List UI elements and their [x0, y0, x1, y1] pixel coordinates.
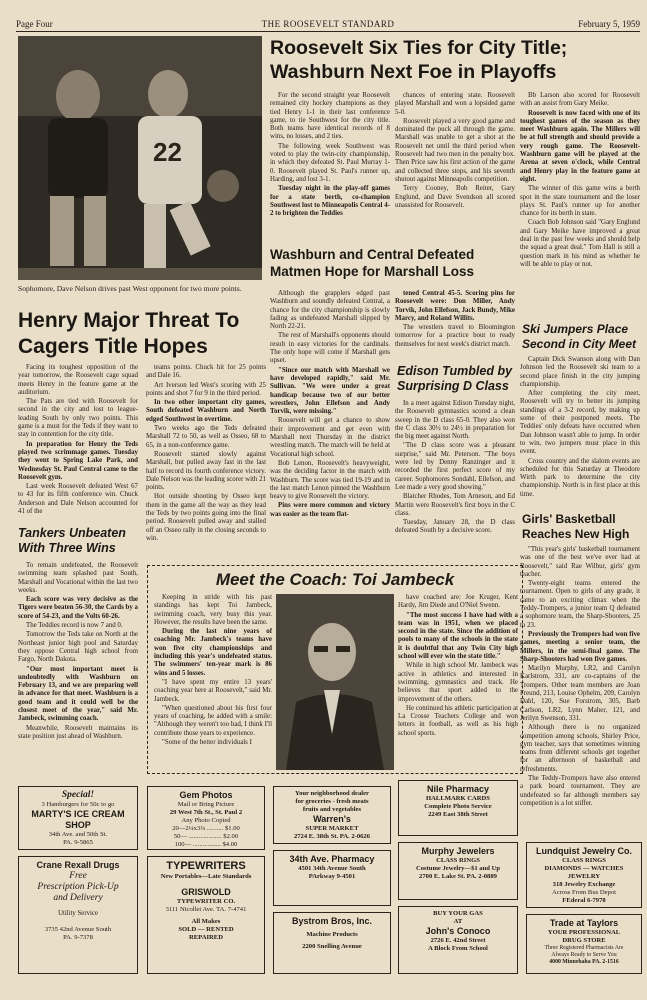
- ad-typewriters-title: TYPEWRITERS: [166, 860, 246, 872]
- ad-warrens-line: for groceries - fresh meats: [295, 798, 369, 805]
- article-paragraph: Tuesday night in the play-off games for a state berth, co-champion Southwest lost to Minneapolis Central 4-2 to brighten the Teddies: [270, 185, 390, 218]
- article-paragraph: After completing the city meet, Roosevelt will try to better its jumping standings of a 3-2 record, by making up some of their postponed meets. The Teddies' only defeats have occurred when Dan Johnson wasn't able to jump. In order to win, two jumpers must place in this event.: [520, 390, 640, 456]
- article-paragraph: Twenty-eight teams entered the tournament. Open to girls of any grade, it came to an exciting climax when the Teddy-Trompers, a junior team Q defeated a sophomore team, the Sharp-Shooters, 25 to 23.: [520, 580, 640, 629]
- ad-crane-line: Utility Service: [58, 910, 98, 917]
- photo-caption: Sophomore, Dave Nelson drives past West opponent for two more points.: [18, 284, 242, 293]
- ad-martys-address: 34th Ave. and 50th St.: [48, 831, 108, 838]
- headline-tankers: Tankers Unbeaten With Three Wins: [18, 526, 126, 555]
- paper-name: THE ROOSEVELT STANDARD: [261, 19, 395, 29]
- ad-johns-conoco: [398, 906, 518, 974]
- article-paragraph: "The D class score was a pleasant surprise," said Mr. Peterson. "The boys were led by Denny Ranzinger and it recorded the first perfect score of my career. Sophomores Sondahl, Ellefson, and Lee made a very good showing.": [395, 442, 515, 491]
- article-paragraph: Last week Roosevelt defeated West 67 to 43 for its fifth conference win. Chuck Anderson and Dale Nelson accounted for 41 of the: [18, 483, 138, 516]
- ad-typewriters-name: TYPEWRITER CO.: [176, 898, 236, 905]
- ad-martys-special: Special!: [61, 790, 95, 800]
- article-paragraph: Captain Dick Swanson along with Dan Johnson led the Roosevelt ski team to a second place finish in the city jumping championship.: [520, 356, 640, 388]
- article-edison: [395, 400, 515, 558]
- ad-murphy-line: Costume Jewelry—$1 and Up: [415, 865, 501, 872]
- ad-martys-name: MARTY'S ICE CREAM SHOP: [31, 809, 125, 830]
- article-paragraph: Two weeks ago the Teds defeated Marshall 72 to 50, as well as Osseo, 68 to 65, in a non-conference game.: [146, 425, 266, 449]
- ad-murphy-line: CLASS RINGS: [436, 857, 480, 864]
- article-paragraph: chances of entering state. Roosevelt played Marshall and won a lopsided game 5-0.: [395, 92, 515, 116]
- headline-girls: Girls' Basketball Reaches New High: [522, 512, 630, 541]
- article-paragraph: Art Iverson led West's scoring with 25 points and shot 7 for 9 in the third period.: [146, 381, 266, 397]
- ad-taylors-line: Always Ready to Serve You: [551, 952, 617, 958]
- headline-washburn-central: Washburn and Central Defeated Matmen Hope for Marshall Loss: [270, 247, 475, 279]
- ad-gem-photos: [147, 786, 265, 850]
- article-paragraph: Meanwhile, Roosevelt maintains its state position just ahead of Washburn.: [18, 724, 138, 740]
- article-coach-col2: [398, 594, 518, 770]
- ad-typewriters-name: GRISWOLD: [181, 887, 231, 897]
- ad-nile-name: Nile Pharmacy: [426, 784, 490, 794]
- article-paragraph: The following week Southwest was voted to play the twin-city championship, in which they defeated St. Paul Murray 1-0. Roosevelt played St. Paul's runner up, Harding, and lost 3-1.: [270, 142, 390, 183]
- article-paragraph: "Since our match with Marshall we have developed rapidly," said Mr. Sullivan. "We were under a great handicap because two of our better wrestlers, John Ellefson and Andy Torvik, were missing.": [270, 366, 390, 416]
- ad-taylors-line: DRUG STORE: [562, 937, 606, 944]
- ad-34th-address: 4501 34th Avenue South: [298, 865, 366, 872]
- ad-crane-rexall: [18, 856, 138, 974]
- ad-martys: [18, 786, 138, 850]
- article-paragraph: He continued his athletic participation at La Crosse Teachers College and won letters in football, as well as his high school sports.: [398, 704, 518, 737]
- article-paragraph: While in high school Mr. Jambeck was active in athletics and interested in swimming, gymnastics and track. He believes that sport added to the improvement of the others.: [398, 662, 518, 703]
- article-paragraph: tened Central 45-5. Scoring pins for Roosevelt were: Don Miller, Andy Torvik, John Ellefson, Jack Bundy, Mike Marcy, and Roland Willits.: [395, 290, 515, 322]
- ad-crane-phone: PA. 9-7378: [63, 934, 93, 942]
- ad-34th-phone: PArkway 9-4501: [308, 873, 356, 880]
- ad-warrens-address: 2724 E. 38th St. PA. 2-0626: [293, 833, 371, 840]
- ad-34th-name: 34th Ave. Pharmacy: [289, 854, 375, 864]
- ad-lundquist-line: CLASS RINGS: [562, 857, 606, 864]
- ad-lundquist-name: Lundquist Jewelry Co.: [535, 846, 632, 856]
- ad-taylors-address: 4000 Minnehaha PA. 2-1516: [549, 959, 619, 965]
- article-girls: [520, 546, 640, 838]
- article-paragraph: Roosevelt played a very good game and dominated the puck all through the game. Marshall was unable to get a shot at the Roosevelt net until the third period when Roosevelt had two men in the penalty box. Then Price saw his first action of the game and collected three stops, and his seventh shutout against Minneapolis competition.: [395, 117, 515, 183]
- article-paragraph: The rest of Marshall's opponents should result in easy victories for the cardinals. The only hope will come if Marshall gets upset.: [270, 332, 390, 365]
- article-six-col1: [270, 92, 390, 242]
- article-paragraph: During the last nine years of coaching Mr. Jambeck's teams have won five city championships and including this year's undefeated status. The swimmers' ten-year mark is 86 wins and 5 losses.: [154, 628, 272, 677]
- ad-crane-line: Free: [69, 871, 87, 881]
- article-henry-col1: [18, 364, 138, 522]
- article-tankers: [18, 562, 138, 776]
- article-paragraph: Tomorrow the Teds take on North at the Northeast junior high pool and Saturday they oppose Central high school from Fargo, North Dakota.: [18, 631, 138, 664]
- article-paragraph: The Teddy-Trompers have also entered a park board tournament. They are undefeated so far although members say competition is a lot stiffer.: [520, 775, 640, 807]
- ad-lundquist-phone: FEderal 6-7978: [562, 897, 606, 904]
- coach-feature-box: [147, 565, 523, 774]
- ad-murphy-name: Murphy Jewelers: [421, 846, 495, 856]
- basketball-photo: [18, 36, 262, 280]
- ad-crane-name: Crane Rexall Drugs: [36, 860, 120, 870]
- ad-typewriters-line: New Portables—Late Standards: [160, 873, 252, 880]
- ad-gem-line: Any Photo Copied: [181, 817, 231, 824]
- ad-gem-address: 29 West 7th St., St. Paul 2: [169, 809, 243, 816]
- ad-lundquist-address: 318 Jewelry Exchange: [552, 881, 616, 888]
- headline-roosevelt-six: Roosevelt Six Ties for City Title; Washburn Next Foe in Playoffs: [270, 37, 568, 83]
- ad-johns-address: 2726 E. 42nd Street: [430, 937, 486, 944]
- ad-taylors-line: YOUR PROFESSIONAL: [547, 929, 621, 936]
- article-paragraph: Blatcher Rhodes, Tom Arneson, and Ed Martin were Roosevelt's first boys in the C class.: [395, 493, 515, 517]
- article-paragraph: Terry Cooney, Bob Reiter, Gary Englund, and Dave Svendson all scored unassisted for Roosevelt.: [395, 185, 515, 209]
- ad-lundquist-line: Across From Bus Depot: [552, 889, 616, 896]
- article-paragraph: The Pats are tied with Roosevelt for second in the city and lost to league-leading South by only two points. This game is a must for the Teds if they want to stay in contention for the city title.: [18, 398, 138, 439]
- article-wash-col1: [270, 290, 390, 558]
- ad-lundquist-line: DIAMONDS — WATCHES: [544, 865, 624, 872]
- ad-crane-line: and Delivery: [53, 893, 103, 903]
- ad-lundquist-line: JEWELRY: [567, 873, 601, 880]
- article-paragraph: "This year's girls' basketball tournament was one of the best we've ever had at Roosevelt," said Rae Wilbur, girls' gym teacher.: [520, 546, 640, 578]
- ad-johns-name: John's Conoco: [425, 926, 491, 936]
- headline-edison: Edison Tumbled by Surprising D Class: [397, 364, 513, 393]
- ad-gem-price: 50— .................... $2.00: [173, 833, 239, 840]
- ad-murphy-jewelers: [398, 842, 518, 900]
- article-henry-col2: [146, 364, 266, 560]
- ad-warrens-line: Your neighborhood dealer: [295, 790, 369, 797]
- ad-taylors: [526, 914, 642, 974]
- headline-ski: Ski Jumpers Place Second in City Meet: [522, 322, 637, 351]
- ad-nile-line: HALLMARK CARDS: [426, 795, 490, 802]
- ad-crane-address: 3735 42nd Avenue South: [44, 926, 112, 934]
- article-six-col2: [395, 92, 515, 242]
- article-paragraph: Facing its toughest opposition of the year tomorrow, the Roosevelt cage squad meets Henry in the feature game at the auditorium.: [18, 364, 138, 396]
- ad-nile-address: 2249 East 38th Street: [428, 811, 488, 818]
- headline-coach: Meet the Coach: Toi Jambeck: [215, 570, 455, 589]
- article-paragraph: For the second straight year Roosevelt remained city hockey champions as they tied Henry 1-1 in their last conference game, to tie Southwest for the city title. Both teams have identical records of 8 wins, no losses, and 2 ties.: [270, 92, 390, 141]
- article-paragraph: Each score was very decisive as the Tigers were beaten 56-30, the Cards by a score of 54-23, and the Volts 60-26.: [18, 596, 138, 620]
- article-paragraph: Although the grapplers edged past Washburn and soundly defeated Central, a chance for the city championship is slowly fading as undefeated Marshall slipped by North 22-21.: [270, 290, 390, 331]
- ad-taylors-line: Three Registered Pharmacists Are: [544, 945, 624, 951]
- article-paragraph: In a meet against Edison Tuesday night, the Roosevelt gymnastics scored a clean sweep in the D class 65-0. They also won the C class 30½ to 24½ in preparation for the big meet against North.: [395, 400, 515, 441]
- ad-warrens: [273, 786, 391, 844]
- ad-johns-line: AT: [453, 918, 463, 925]
- article-six-col3: [520, 92, 640, 316]
- ad-warrens-name: Warren's: [313, 814, 351, 824]
- article-paragraph: Pins were more common and victory was easier as the team flat-: [270, 502, 390, 518]
- ad-typewriters-line: All Makes: [191, 918, 221, 925]
- ad-gem-price: 100— ................. $4.00: [174, 841, 238, 848]
- article-paragraph: To remain undefeated, the Roosevelt swimming team splashed past South, Marshall and Vocational within the last two weeks.: [18, 562, 138, 594]
- ad-johns-line: BUY YOUR GAS: [433, 910, 483, 917]
- article-paragraph: The Teddies record is now 7 and 0.: [26, 622, 123, 630]
- article-paragraph: Although there is no organized competition among schools, Shirley Price, gym teacher, says that sometimes winning teams from different schools get together for an afternoon of basketball and refreshments.: [520, 724, 640, 773]
- article-coach-col1: [154, 594, 272, 770]
- article-paragraph: Marilyn Murphy, LR2, and Carolyn Karlstrom, 331, are co-captains of the Trompers. Other team members are Joan Freund, 213, Louise Ophelm, 209, Carolyn Dahl, 120, Sue Forstrom, 305, Barb Carlson, LR2, Lynn Maher, 121, and Jerilyn Swenson, 331.: [520, 665, 640, 722]
- ad-typewriters-line: SOLD — RENTED: [178, 926, 234, 933]
- ad-typewriters-line: REPAIRED: [189, 934, 223, 941]
- ad-martys-phone: PA. 9-5865: [63, 839, 93, 846]
- article-paragraph: teams points. Chuck hit for 25 points and Dale 16.: [146, 364, 266, 380]
- ad-34th-pharmacy: [273, 850, 391, 906]
- masthead: [16, 18, 640, 32]
- ad-johns-line: A Block From School: [428, 945, 488, 952]
- ad-typewriters-address: 3111 Nicollet Ave. TA. 7-4741: [165, 906, 247, 913]
- ad-bystrom: [273, 912, 391, 974]
- article-paragraph: The wrestlers travel to Bloomington tomorrow for a practice bout to ready themselves for next week's district match.: [395, 324, 515, 348]
- ad-nile-pharmacy: [398, 780, 518, 836]
- ad-warrens-sub: SUPER MARKET: [305, 825, 359, 832]
- article-paragraph: In two other important city games, South defeated Washburn and North edged Southwest in overtime.: [146, 399, 266, 423]
- article-paragraph: have coached are: Joe Kruger, Kent Hardy, Jim Diede and O'Niel Swenn.: [398, 594, 518, 610]
- article-paragraph: "The most success I have had with a team was in 1951, when we placed second in the state. Since the addition of pools to many of the schools in the state it is doubtful that any Twin City high school will ever win the state title.": [398, 611, 518, 661]
- ad-taylors-name: Trade at Taylors: [549, 918, 619, 928]
- ad-gem-price: 20—2¼x3¼ .......... $1.00: [172, 825, 240, 832]
- headline-henry-major: Henry Major Threat To Cagers Title Hopes: [18, 309, 240, 358]
- ad-nile-line: Complete Photo Service: [424, 803, 492, 810]
- article-paragraph: Roosevelt will get a chance to show their improvement and get even with Marshall next Thursday in the district wrestling match. The match will be held at Vocational high school.: [270, 417, 390, 458]
- jersey-number: 22: [153, 137, 182, 167]
- article-paragraph: Roosevelt is now faced with one of its toughest games of the season as they meet Washburn again. The Millers will be at full strength and should provide a very rough game. The Roosevelt-Washburn game will be played at the Arena at seven o'clock, while Central and Henry play in the feature game at eight.: [520, 109, 640, 183]
- article-paragraph: Cross country and the slalom events are scheduled for this Saturday at Theodore Wirth park to determine the city championship. North is in first place at this time.: [520, 457, 640, 498]
- article-paragraph: Coach Bob Johnson said "Gary Englund and Gary Meike have improved a great deal in the past few weeks and should help the squad a great deal." Tom Hall is still a question mark in his mind as whether he will be able to play or not.: [520, 219, 640, 268]
- ad-bystrom-address: 2200 Snelling Avenue: [302, 943, 362, 950]
- ad-gem-name: Gem Photos: [179, 790, 233, 800]
- article-paragraph: Bob Lenon, Roosevelt's heavyweight, was the deciding factor in the match with Washburn. The score was tied 19-19 and in the last match Lenon pinned the Washburn heavy to give Roosevelt the victory.: [270, 459, 390, 501]
- ad-martys-line: 3 Hamburgers for 50c to go: [41, 801, 115, 808]
- ad-crane-line: Prescription Pick-Up: [37, 882, 119, 892]
- article-paragraph: "Some of the better individuals I: [162, 739, 252, 747]
- article-paragraph: Keeping in stride with his past standings has kept Toi Jambeck, swimming coach, very busy this year. However, the results have been the same.: [154, 594, 272, 626]
- page-number: Page Four: [16, 19, 53, 29]
- coach-portrait-photo: [276, 594, 394, 770]
- issue-date: February 5, 1959: [578, 19, 640, 29]
- ad-gem-line: Mail or Bring Picture: [177, 801, 235, 808]
- article-paragraph: "I have spent my entire 13 years' coaching year here at Roosevelt," said Mr. Jambeck.: [154, 678, 272, 703]
- article-paragraph: Roosevelt started slowly against Marshall, but pulled away fast in the last half to record its fourth conference victory. Dale Nelson was the leading scorer with 21 points.: [146, 450, 266, 492]
- article-paragraph: The winner of this game wins a berth spot in the state tournament and the loser plays St. Paul's runner up for another chance for its berth in state.: [520, 185, 640, 218]
- ad-typewriters: [147, 856, 265, 974]
- article-paragraph: Previously the Trompers had won five games, meeting a senior team, the Millers, in the semi-final game. The Sharp-Shooters had won five games.: [520, 630, 640, 663]
- ad-warrens-line: fruits and vegetables: [302, 806, 362, 813]
- article-paragraph: Bb Larson also scored for Roosevelt with an assist from Gary Meike.: [520, 92, 640, 108]
- article-wash-col2: [395, 290, 515, 360]
- article-paragraph: Tuesday, January 28, the D class defeated South by a decisive score.: [395, 519, 515, 535]
- ad-lundquist: [526, 842, 642, 908]
- ad-bystrom-name: Bystrom Bros, Inc.: [291, 916, 373, 926]
- article-paragraph: In preparation for Henry the Teds played two scrimmage games. Tuesday they went to Spring Lake Park, and Wednesday St. Paul Central came to the Roosevelt gym.: [18, 440, 138, 481]
- ad-bystrom-line: Machine Products: [306, 931, 358, 938]
- article-paragraph: Hot outside shooting by Osseo kept them in the game all the way as they lead the Teds by two points going into the final period. Roosevelt pulled away and stalled off an Osseo rally in the closing seconds to win.: [146, 493, 266, 542]
- ad-murphy-address: 2700 E. Lake St. PA. 2-0889: [419, 873, 497, 880]
- article-ski: [520, 356, 640, 506]
- article-paragraph: "Our most important meet is undoubtedly with Washburn on February 13, and we are preparing well in advance for that meet. Washburn is a good team and it could well be the closest meet of the year," said Mr. Jambeck, swimming coach.: [18, 665, 138, 723]
- article-paragraph: "When questioned about his first four years of coaching, he added with a smile: "Although they weren't too bad, I think I'll contribute those years to experience.: [154, 704, 272, 737]
